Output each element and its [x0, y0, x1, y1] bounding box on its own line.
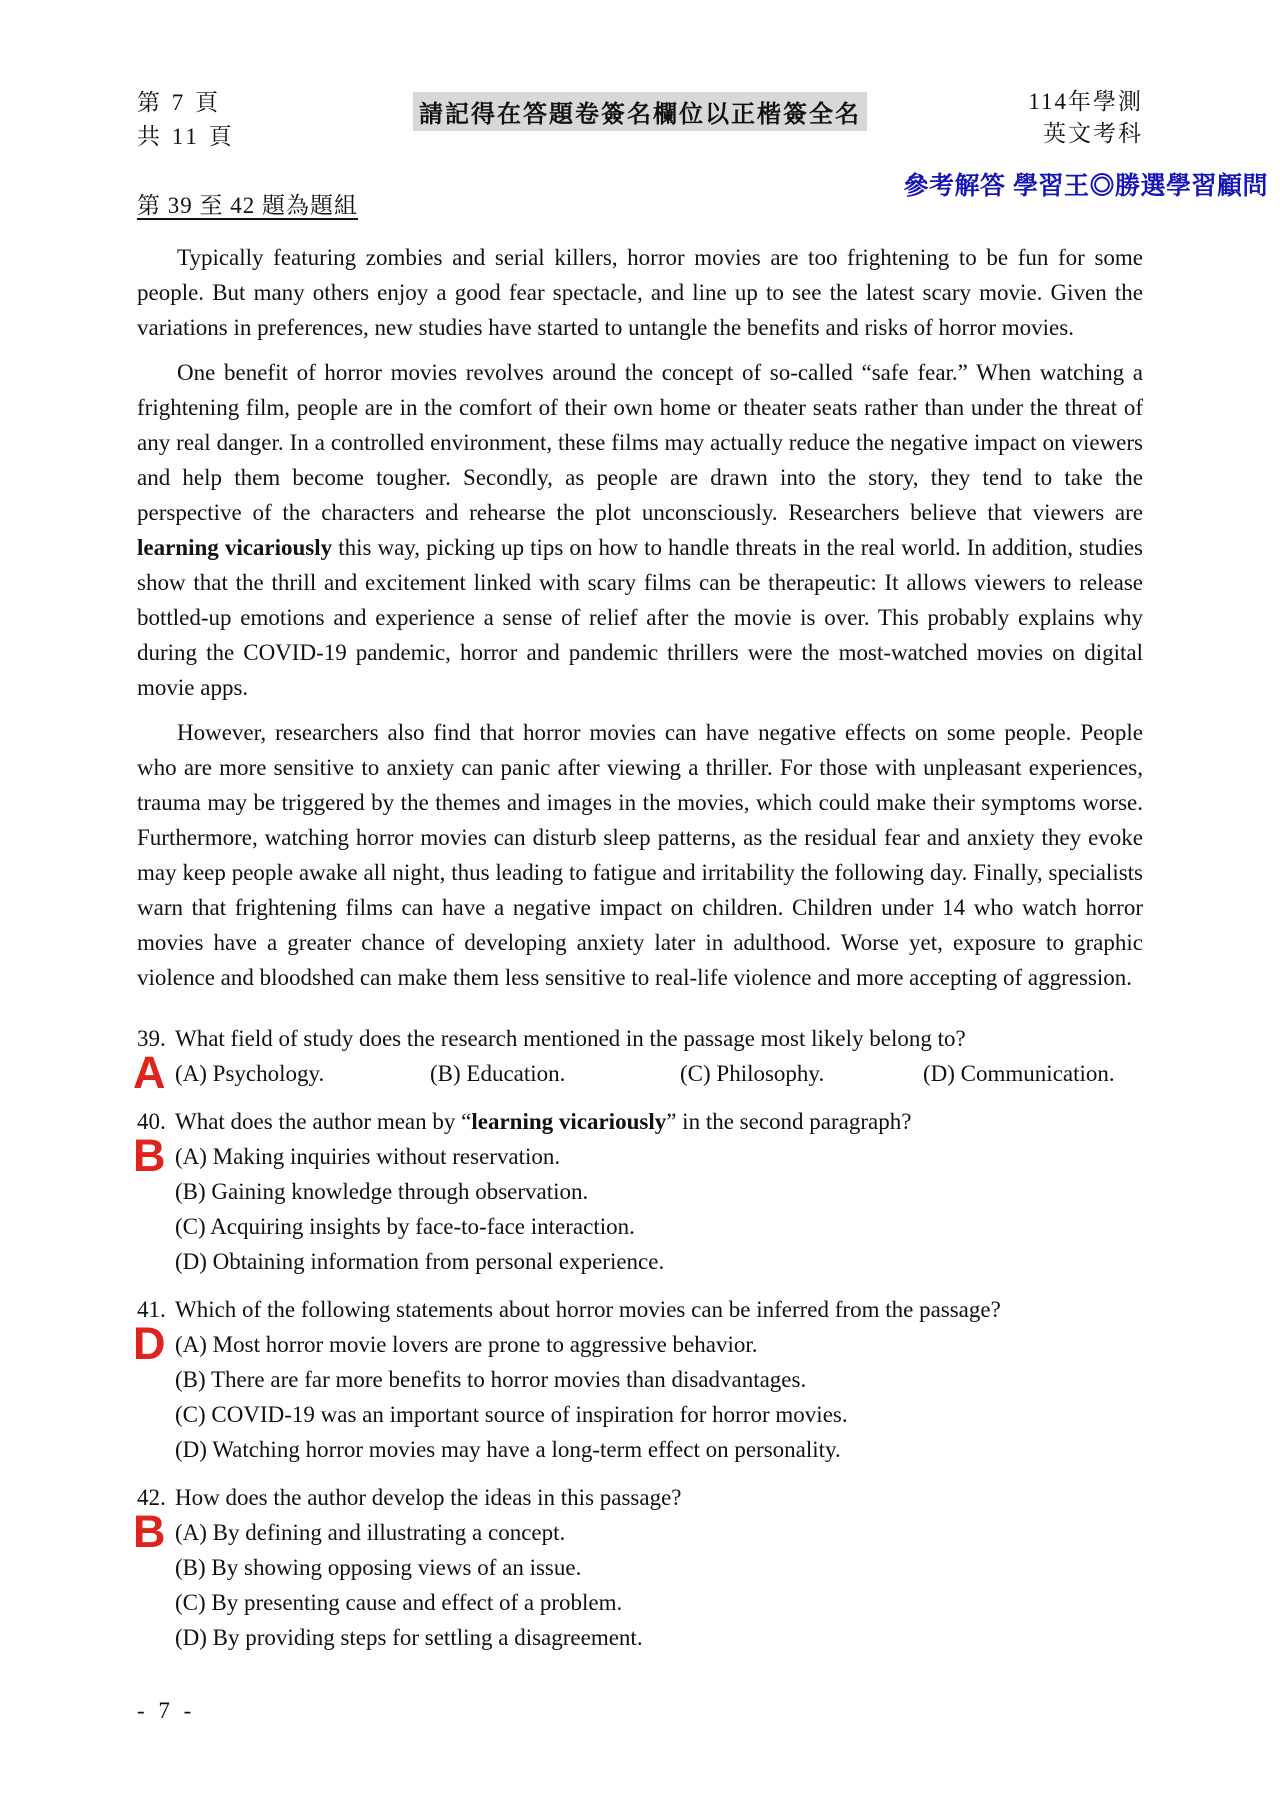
option-a: (A) Most horror movie lovers are prone to aggressive behavior.	[175, 1332, 758, 1357]
option-a: (A) Making inquiries without reservation.	[175, 1144, 561, 1169]
option-d: (D) Obtaining information from personal experience.	[175, 1249, 665, 1274]
page-body	[133, 188, 1143, 1655]
paragraph-2-text: One benefit of horror movies revolves around the concept of so-called “safe fear.” When watching a frightening film, people are in the comfort of their own home or theater seats rather than under the threat of any real danger. In a controlled environment, these films may actually reduce the negative impact on viewers and help them become tougher. Secondly, as people are drawn into the story, they tend to take the perspective of the characters and rehearse the plot unconsciously. Researchers believe that viewers are	[137, 360, 1143, 525]
bold-phrase-learning-vicariously: learning vicariously	[137, 535, 333, 560]
question-40-options	[133, 1130, 1143, 1279]
exam-subject: 英文考科	[1043, 121, 1143, 146]
option-b: (B) Education.	[430, 1061, 566, 1086]
question-number: 41.	[137, 1297, 166, 1322]
question-39-options	[133, 1047, 1143, 1098]
option-b: (B) By showing opposing views of an issue.	[175, 1555, 582, 1580]
answer-key-letter: A	[133, 1047, 166, 1098]
stem-text-part: What does the author mean by “	[175, 1109, 472, 1134]
question-number: 40.	[137, 1109, 166, 1134]
page-number-footer: - 7 -	[137, 1698, 196, 1723]
question-text: What field of study does the research mentioned in the passage most likely belong to?	[175, 1026, 966, 1051]
passage-paragraph-3: However, researchers also find that horror movies can have negative effects on some people. People who are more sensitive to anxiety can panic after viewing a thriller. For those with unpleasant experiences, trauma may be triggered by the themes and images in the movies, which could make their symptoms worse. Furthermore, watching horror movies can disturb sleep patterns, as the residual fear and anxiety they evoke may keep people awake all night, thus leading to fatigue and irritability the following day. Finally, specialists warn that frightening films can have a negative impact on children. Children under 14 who watch horror movies have a greater chance of developing anxiety later in adulthood. Worse yet, exposure to graphic violence and bloodshed can make them less sensitive to real-life violence and more accepting of aggression.	[137, 720, 1143, 990]
page-counter-line2: 共 11 頁	[137, 124, 235, 149]
answer-key-watermark: 參考解答 學習王◎勝選學習顧問	[903, 172, 1268, 200]
question-42	[133, 1480, 1143, 1655]
option-d: (D) By providing steps for settling a disagreement.	[175, 1625, 643, 1650]
reading-passage	[137, 240, 1143, 995]
exam-title	[1028, 86, 1143, 150]
question-text	[175, 1104, 1143, 1139]
answer-key-letter: B	[133, 1506, 166, 1557]
passage-paragraph-1: Typically featuring zombies and serial killers, horror movies are too frightening to be fun for some people. But many others enjoy a good fear spectacle, and line up to see the latest scary movie. Given the variations in preferences, new studies have started to untangle the benefits and risks of horror movies.	[137, 245, 1143, 340]
signature-notice: 請記得在答題卷簽名欄位以正楷簽全名	[413, 92, 867, 131]
page-counter-line1: 第 7 頁	[137, 90, 221, 115]
question-41	[133, 1292, 1143, 1467]
option-c: (C) Philosophy.	[680, 1061, 825, 1086]
option-c: (C) By presenting cause and effect of a problem.	[175, 1590, 623, 1615]
option-d: (D) Communication.	[923, 1061, 1115, 1086]
option-a: (A) By defining and illustrating a concept.	[175, 1520, 566, 1545]
option-a: (A) Psychology.	[175, 1061, 325, 1086]
stem-text-part: ” in the second paragraph?	[666, 1109, 912, 1134]
option-c: (C) Acquiring insights by face-to-face interaction.	[175, 1214, 635, 1239]
question-39-stem	[137, 1021, 1143, 1056]
question-42-options	[133, 1506, 1143, 1655]
option-b: (B) Gaining knowledge through observation.	[175, 1179, 589, 1204]
paragraph-2-text-cont: this way, picking up tips on how to handle threats in the real world. In addition, studies show that the thrill and excitement linked with scary films can be therapeutic: It allows viewers to release bottled-up emotions and experience a sense of relief after the movie is over. This probably explains why during the COVID-19 pandemic, horror and pandemic thrillers were the most-watched movies on digital movie apps.	[137, 535, 1143, 700]
question-41-stem	[137, 1292, 1143, 1327]
question-39	[133, 1021, 1143, 1098]
option-d: (D) Watching horror movies may have a long-term effect on personality.	[175, 1437, 841, 1462]
question-41-options	[133, 1318, 1143, 1467]
question-40	[133, 1104, 1143, 1279]
stem-bold-phrase: learning vicariously	[471, 1109, 667, 1134]
passage-paragraph-2	[137, 355, 1143, 705]
question-number: 42.	[137, 1485, 166, 1510]
question-text: Which of the following statements about horror movies can be inferred from the passage?	[175, 1297, 1001, 1322]
option-c: (C) COVID-19 was an important source of inspiration for horror movies.	[175, 1402, 848, 1427]
question-40-stem	[137, 1104, 1143, 1139]
question-text: How does the author develop the ideas in this passage?	[175, 1485, 682, 1510]
option-b: (B) There are far more benefits to horror movies than disadvantages.	[175, 1367, 807, 1392]
answer-key-letter: D	[133, 1318, 166, 1369]
answer-key-letter: B	[133, 1130, 166, 1181]
question-42-stem	[137, 1480, 1143, 1515]
exam-year: 114年學測	[1028, 89, 1143, 114]
section-title: 第 39 至 42 題為題組	[137, 193, 358, 218]
page-counter	[137, 86, 235, 154]
question-number: 39.	[137, 1026, 166, 1051]
